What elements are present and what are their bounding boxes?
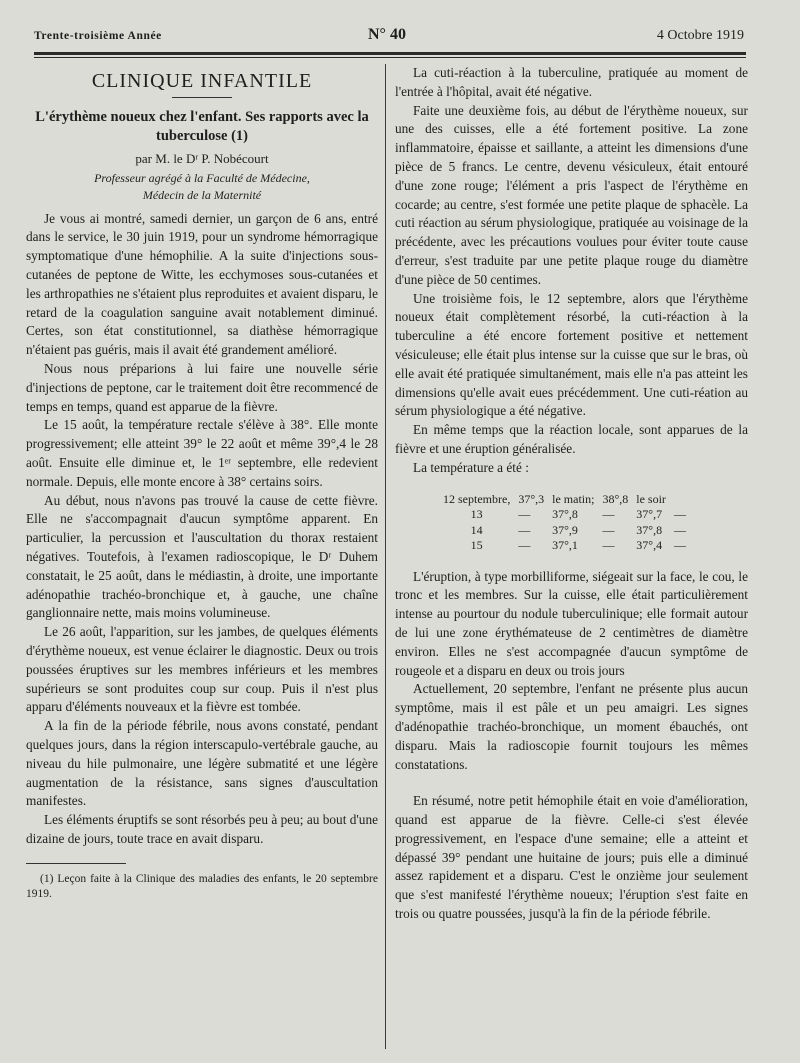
paragraph: Le 26 août, l'apparition, sur les jambes, de quelques éléments d'érythème noueux, est venue éclairer le diagnostic. Deux ou trois poussées éruptives sur les membres inférieurs et les membres supérieurs se sont produites coup sur coup. Puis il n'est plus apparu d'éléments nouveaux et la fièvre est tombée. <box>26 624 378 715</box>
table-cell: — <box>673 538 686 553</box>
paragraph: Je vous ai montré, samedi dernier, un garçon de 6 ans, entré dans le service, le 30 juin 1919, pour un syndrome hémorragique symptomatique d'une hémophilie. A la suite d'injections sous-cutanées de peptone de Witte, les ecchymoses sous-cutanées et les arthropathies ne s'étaient plus reproduites et avaient disparu, le retard de la coagulation sanguine avait notablement diminué. Certes, son état constitutionnel, sa diathèse hémorragique n'étaient pas guéris, mais il avait été grandement amélioré. <box>26 210 378 358</box>
paragraph: La température a été : <box>413 459 529 475</box>
paragraph: En résumé, notre petit hémophile était en voie d'amélioration, quand est apparue de la fièvre. Celle-ci s'est élevée progressivement, en l'espace d'une semaine; elle a atteint et dépassé 39° pendant une huitaine de jours; puis elle a diminué assez rapidement et a disparu. C'est le onzième jour seulement que s'est manifesté l'érythème noueux; l'éruption s'est faite en trois ou quatre poussées, jusqu'à la fin de la période fébrile. <box>395 793 748 922</box>
author-affiliation-1: Professeur agrégé à la Faculté de Médecine, <box>94 170 310 185</box>
table-cell: — <box>673 522 686 537</box>
table-cell: 13 <box>470 507 483 522</box>
table-cell: 15 <box>470 538 483 553</box>
table-row <box>439 523 690 539</box>
page-header <box>34 26 744 48</box>
table-cell: 37°,9 <box>552 522 578 537</box>
table-cell: 14 <box>470 522 483 537</box>
table-cell: 37°,1 <box>552 538 578 553</box>
table-cell: le soir <box>636 491 666 506</box>
paragraph: Au début, nous n'avons pas trouvé la cause de cette fièvre. Elle ne s'accompagnait d'aucun symptôme apparent. En particulier, la percussion et l'auscultation du thorax restaient négatives. Toutefois, à l'examen radioscopique, le Dʳ Duhem constatait, le 25 août, dans le médiastin, à droite, une importante adénopathie trachéo-bronchique et, à gauche, une chaîne ganglionnaire nette, mais moins volumineuse. <box>26 492 378 621</box>
year-label: Trente-troisième Année <box>34 30 162 42</box>
table-cell: — <box>673 507 686 522</box>
section-rule <box>172 97 232 98</box>
table-cell: — <box>602 507 615 522</box>
table-row <box>439 492 690 508</box>
table-cell: 37°,8 <box>552 507 578 522</box>
paragraph: Une troisième fois, le 12 septembre, alors que l'érythème noueux était complètement résorbé, la cuti-réaction à la tuberculine a été encore fortement positive et nettement vésiculeuse; elle était plus intense sur la cuisse que sur le bras, où elle avait été pratiquée simultanément, mais elle n'a pas atteint les dimensions qu'elle avait eues précédemment. Une cuti-réation au sérum physiologique a été négative. <box>395 290 748 419</box>
paragraph: Actuellement, 20 septembre, l'enfant ne présente plus aucun symptôme, mais il est pâle et un peu amaigri. Les signes d'adénopathie trachéo-bronchique, un moment ébauchés, ont disparu. Mais la radioscopie fournit toujours les mêmes constatations. <box>395 681 748 772</box>
table-cell: 38°,8 <box>602 491 629 506</box>
table-cell: — <box>518 507 531 522</box>
paragraph: La cuti-réaction à la tuberculine, pratiquée au moment de l'entrée à l'hôpital, avait été négative. <box>395 65 748 99</box>
table-row <box>439 538 690 554</box>
footnote-rule <box>26 863 126 864</box>
issue-date: 4 Octobre 1919 <box>656 28 744 43</box>
paragraph: En même temps que la réaction locale, sont apparues de la fièvre et une éruption généralisée. <box>395 422 748 456</box>
author-affiliation-2: Médecin de la Maternité <box>142 188 262 203</box>
article-title: L'érythème noueux chez l'enfant. Ses rapports avec la tuberculose (1) <box>35 108 369 144</box>
paragraph: Faite une deuxième fois, au début de l'érythème noueux, sur une des cuisses, elle a été fortement positive. La zone inflammatoire, épaisse et saillante, a atteint les dimensions d'une pièce de 5 francs. Le centre, devenu vésiculeux, était entouré d'une zone rouge; l'élément a pris l'aspect de l'érythème en cocarde; au centre, s'est formée une petite plaque de sphacèle. La cuti réaction au sérum physiologique, pratiquée au voisinage de la précédente, avec les précautions voulues pour éviter toute cause d'erreur, s'est traduite par une petite plaque rouge du diamètre d'une pièce de 50 centimes. <box>395 102 748 287</box>
table-cell: le matin; <box>552 491 595 506</box>
left-column <box>26 64 378 902</box>
article-byline: par M. le Dʳ P. Nobécourt <box>135 150 269 166</box>
header-rule-thick <box>34 52 746 55</box>
right-column <box>395 64 748 924</box>
paragraph: A la fin de la période fébrile, nous avons constaté, pendant quelques jours, dans la région interscapulo-vertébrale gauche, au niveau du hile pulmonaire, une légère submatité et une légère augmentation de la résistance, sans signes d'auscultation manifestes. <box>26 718 378 809</box>
temperature-table <box>439 492 690 554</box>
paragraph: Nous nous préparions à lui faire une nouvelle série d'injections de peptone, car le traitement doit être recommencé de temps en temps, quand est apparue de la fièvre. <box>26 360 378 414</box>
table-cell: — <box>602 522 615 537</box>
paragraph: L'éruption, à type morbilliforme, siégeait sur la face, le cou, le tronc et les membres. Sur la cuisse, elle était particulièrement intense au pourtour du nodule tuberculinique; elle formait autour de lui une zone érythémateuse de 2 centimètres de diamètre environ. Elles ne s'est accompagnée d'aucun symptôme de rougeole et a disparu en deux ou trois jours <box>395 568 748 678</box>
table-cell: 37°,8 <box>636 522 663 537</box>
table-cell: 37°,7 <box>636 507 663 522</box>
table-cell: — <box>602 538 615 553</box>
paragraph: Le 15 août, la température rectale s'élève à 38°. Elle monte progressivement; elle atteint 39° le 22 août et même 39°,4 le 28 août. Ensuite elle diminue et, le 1ᵉʳ septembre, elle redevient normale. Depuis, elle monte encore à 38° certains soirs. <box>26 417 378 489</box>
section-title: CLINIQUE INFANTILE <box>91 70 313 92</box>
paragraph: Les éléments éruptifs se sont résorbés peu à peu; au bout d'une dizaine de jours, toute trace en avait disparu. <box>26 812 378 846</box>
table-cell: 12 septembre, <box>443 491 511 506</box>
table-cell: — <box>518 538 531 553</box>
table-cell: 37°,3 <box>518 491 545 506</box>
footnote: (1) Leçon faite à la Clinique des maladies des enfants, le 20 septembre 1919. <box>26 872 378 900</box>
column-divider <box>385 64 386 1049</box>
table-row <box>439 507 690 523</box>
issue-number: N° 40 <box>368 26 406 43</box>
table-cell: 37°,4 <box>636 538 663 553</box>
table-cell: — <box>518 522 531 537</box>
header-rule-thin <box>34 57 746 58</box>
